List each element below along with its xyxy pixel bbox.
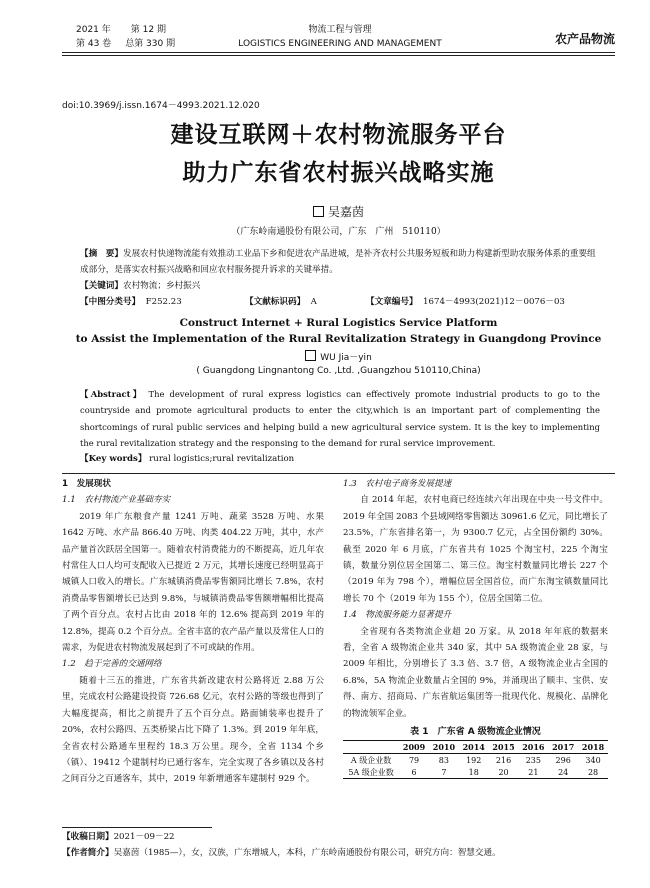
journal-name-cn: 物流工程与管理: [308, 25, 372, 35]
received-value: 2021－09－22: [113, 832, 175, 842]
table-cell: 28: [587, 767, 599, 777]
table-header-row: [343, 741, 608, 754]
table-row: [343, 766, 608, 779]
journal-name-en: LOGISTICS ENGINEERING AND MANAGEMENT: [238, 39, 442, 49]
table-cell: 7: [441, 767, 447, 777]
footnote-rule: [62, 827, 212, 828]
keywords-en-text: rural logistics;rural revitalization: [149, 454, 295, 464]
paragraph: 自 2014 年起，农村电商已经连续六年出现在中央一号文件中。2019 年全国 2083 个县域网络零售额达 30961.6 亿元，同比增长了 23.5%，广东省排名第一，为 9300.7 亿元，占全国份额约 30%。截至 2020 年 6 月底，广东省共有 1025 个淘宝村，225 个淘宝镇，数量分别位居全国第二、第三位。淘宝村数量同比增长 227 个（2019 年为 798 个），增幅位居全国首位，而广东淘宝镇数量同比增长 70 个（2019 年为 155 个），位居全国第二位。: [343, 495, 608, 604]
journal-name: [210, 23, 470, 51]
received-date: [62, 830, 175, 842]
right-column: [343, 476, 608, 722]
article-value: 1674－4993(2021)12－0076－03: [423, 297, 565, 307]
table-cell: 6: [411, 767, 417, 777]
volume: 第 43 卷: [76, 39, 112, 49]
issue: 第 12 期: [130, 25, 166, 35]
header-rule-thin: [62, 55, 615, 56]
subsection-heading: 1.4 物流服务能力显著提升: [343, 610, 452, 621]
table-caption: 表 1 广东省 A 级物流企业情况: [410, 727, 541, 737]
abstract-cn: [80, 246, 600, 278]
doc-value: A: [310, 297, 317, 307]
received-label: 【收稿日期】: [62, 832, 114, 842]
keywords-cn-text: 农村物流；乡村振兴: [122, 281, 201, 291]
bio-label: 【作者简介】: [62, 848, 114, 858]
table-cell: 24: [558, 767, 569, 777]
en-affiliation: ( Guangdong Lingnantong Co. ,Ltd. ,Guangzhou 510110,China): [196, 366, 481, 376]
title-line-1: 建设互联网＋农村物流服务平台: [170, 121, 507, 148]
abstract-cn-text: 发展农村快递物流能有效推动工业品下乡和促进农产品进城，是补齐农村公共服务短板和助力构建新型助农服务体系的重要组成部分，是落实农村振兴战略和回应农村服务提升诉求的关键举措。: [80, 249, 596, 275]
author-name: 吴嘉茵: [327, 205, 364, 219]
affiliation: （广东岭南通股份有限公司，广东 广州 510110）: [231, 227, 446, 237]
table-cell: 216: [495, 755, 512, 765]
row-label: A 级企业数: [350, 755, 392, 765]
keywords-en-label: 【Key words】: [80, 454, 147, 464]
doi: doi:10.3969/j.issn.1674－4993.2021.12.020: [62, 101, 260, 111]
paragraph: 2019 年广东粮食产量 1241 万吨、蔬菜 3528 万吨、水果 1642 万吨、水产品 866.40 万吨、肉类 404.22 万吨，其中，水产品产量首次跃居全国第一。随着农村消费能力的不断提高，近几年农村常住人口人均可支配收入已提近 2 万元，其增长速度已经明显高于城镇人口收入的增长。广东城镇消费品零售额同比增长 7.8%，农村消费品零售额增长已达到 9.8%，与城镇消费品零售额增幅相比提高了两个百分点。农村占比由 2018 年的 12.6% 提高到 2019 年的 12.8%，提高 0.2 个百分点。全省丰富的农产品产量以及常住人口的需求，为促进农村物流发展起到了不可或缺的作用。: [62, 511, 324, 654]
year-header: 2017: [552, 742, 575, 752]
doc-label: 【文献标识码】: [245, 297, 306, 307]
bio-value: 吴嘉茵（1985—），女，汉族，广东增城人，本科，广东岭南通股份有限公司，研究方向：智慧交通。: [113, 848, 501, 858]
year-header: 2014: [462, 742, 485, 752]
row-label: 5A 级企业数: [348, 767, 394, 777]
keywords-cn-label: 【关键词】: [80, 281, 123, 291]
year-header: 2009: [402, 742, 426, 752]
section-separator: [62, 473, 615, 474]
author: [62, 203, 615, 220]
checkbox-icon: [305, 350, 316, 361]
year-header: 2015: [492, 742, 515, 752]
year: 2021 年: [76, 25, 111, 35]
abstract-en-label: 【Abstract】: [80, 389, 144, 399]
table-cell: 296: [555, 755, 571, 765]
subsection-heading: 1.1 农村物流产业基础夯实: [62, 495, 171, 506]
left-column: [62, 476, 324, 788]
section-heading: 1 发展现状: [62, 479, 111, 489]
author-bio: [62, 846, 615, 858]
en-author-name: WU Jia－yin: [320, 353, 372, 363]
article-label: 【文章编号】: [366, 297, 418, 307]
en-author: [62, 350, 615, 363]
issue-info: [76, 23, 186, 51]
subsection-heading: 1.3 农村电子商务发展提速: [343, 479, 452, 489]
keywords-cn: [80, 279, 200, 291]
year-header: 2010: [432, 742, 456, 752]
logistics-table: [343, 740, 608, 779]
table-cell: 18: [468, 767, 479, 777]
table-corner: [343, 741, 399, 754]
table-cell: 21: [528, 767, 539, 777]
table-cell: 340: [585, 755, 601, 765]
section-name: 农产品物流: [554, 32, 615, 46]
header-rule: [62, 52, 615, 53]
title-line-2: 助力广东省农村振兴战略实施: [182, 159, 495, 186]
checkbox-icon: [313, 206, 324, 217]
en-title-line-1: Construct Internet + Rural Logistics Service Platform: [179, 317, 498, 329]
year-header: 2016: [522, 742, 545, 752]
table-cell: 235: [525, 755, 541, 765]
table-cell: 83: [438, 755, 449, 765]
year-header: 2018: [581, 742, 605, 752]
paragraph: 随着十三五的推进，广东省共新改建农村公路将近 2.88 万公里，完成农村公路建设投资 726.68 亿元，农村公路的等级也得到了大幅度提高，相比之前提升了五个百分点。路面铺装率也提升了 20%，农村公路四、五类桥梁占比下降了 1.3%。到 2019 年年底，全省农村公路通车里程约 18.3 万公里。现今，全省 1134 个乡（镇）、19412 个建制村均已通行客车，完全实现了各乡镇以及各村之间百分之百通客车，其中，2019 年新增通客车建制村 929 个。: [62, 675, 324, 785]
clc-value: F252.23: [145, 297, 182, 307]
abstract-en-text: The development of rural express logistics can effectively promote industrial products to go to the countryside and promote agricultural products to enter the city,which is an important part of complementing the shortcomings of rural public services and helping build a new agricultural service system. It is the key to implementing the rural revitalization strategy and the responsing to the demand for rural service improvement.: [80, 389, 600, 449]
table-row: [343, 754, 608, 767]
table-cell: 79: [408, 755, 420, 765]
table-cell: 20: [498, 767, 509, 777]
paragraph: 全省现有各类物流企业超 20 万家。从 2018 年年底的数据来看，全省 A 级物流企业共 340 家，其中 5A 级物流企业 28 家，与 2009 年相比，分别增长了 3.3 倍、3.7 倍，A 级物流企业占全国的 6.8%，5A 物流企业数量占全国的 9%，并涌现出了顺丰、宝供、安得、南方、招商局、广东省航运集团等一批现代化、规模化、品牌化的物流领军企业。: [343, 626, 608, 719]
abstract-en: [80, 386, 600, 452]
table-cell: 192: [466, 755, 482, 765]
abstract-cn-label: 【摘 要】: [80, 249, 123, 259]
en-title-line-2: to Assist the Implementation of the Rural Revitalization Strategy in Guangdong Province: [75, 333, 602, 345]
keywords-en: [80, 452, 294, 464]
subsection-heading: 1.2 趋于完善的交通网络: [62, 659, 162, 670]
total-issue: 总第 330 期: [125, 39, 176, 49]
clc-label: 【中图分类号】: [80, 297, 141, 307]
